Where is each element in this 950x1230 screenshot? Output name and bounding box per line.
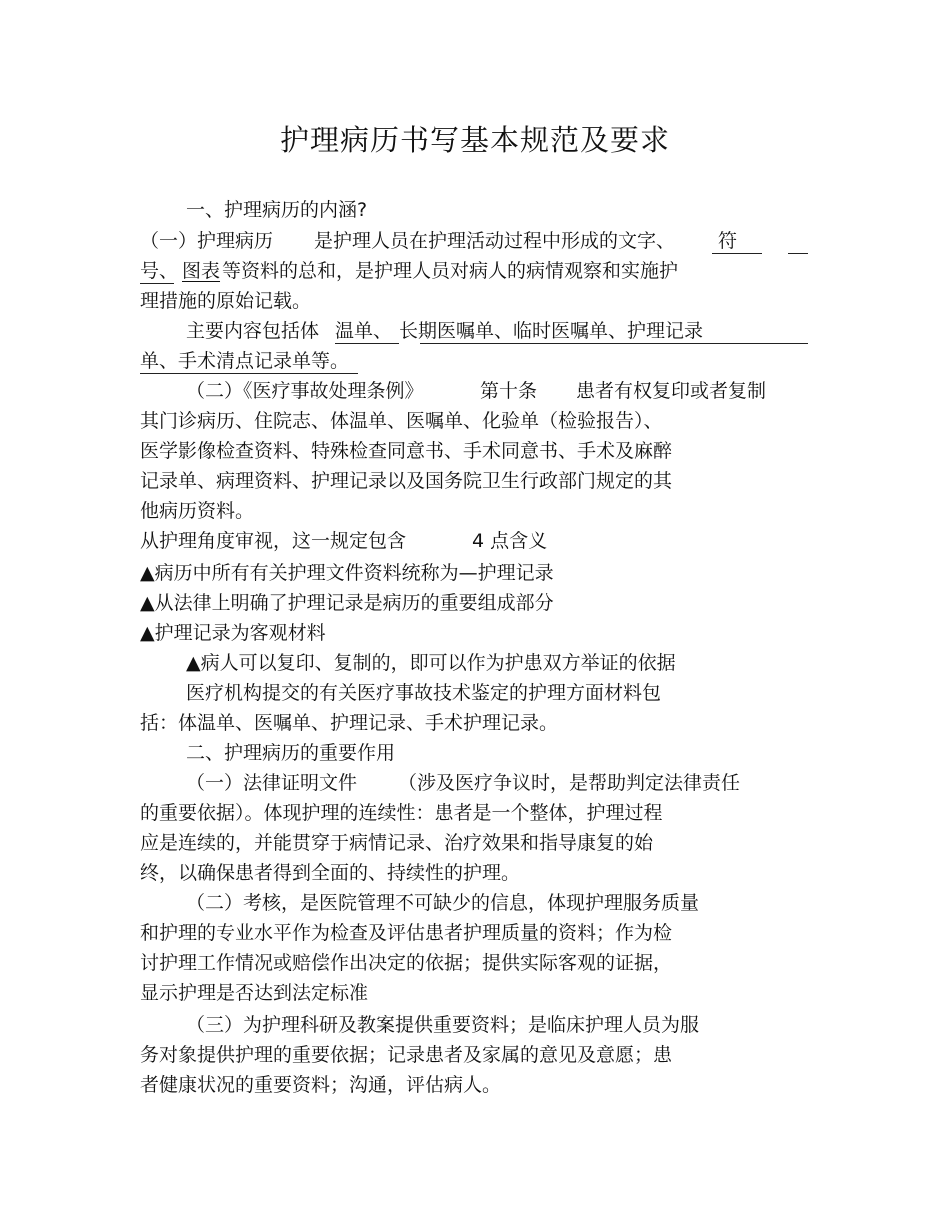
- paragraph-line: 其门诊病历、住院志、体温单、医嘱单、化验单（检验报告）、: [140, 410, 663, 432]
- paragraph-line: 主要内容包括体: [186, 320, 320, 342]
- paragraph-line: （二）考核，是医院管理不可缺少的信息，体现护理服务质量: [186, 892, 700, 914]
- paragraph-line: 患者有权复印或者复制: [576, 380, 767, 402]
- paragraph-line: 等资料的总和，是护理人员对病人的病情观察和实施护: [222, 260, 679, 282]
- paragraph-line: 理措施的原始记载。: [140, 290, 312, 312]
- paragraph-line: 终，以确保患者得到全面的、持续性的护理。: [140, 862, 521, 884]
- document-title: 护理病历书写基本规范及要求: [279, 123, 670, 157]
- bullet-item: ▲护理记录为客观材料: [140, 622, 326, 644]
- bullet-item: ▲病人可以复印、复制的，即可以作为护患双方举证的依据: [186, 652, 676, 674]
- underlined-term: 号、: [140, 260, 179, 282]
- bullet-item: ▲从法律上明确了护理记录是病历的重要组成部分: [140, 592, 554, 614]
- underlined-term: 温单、: [335, 320, 393, 342]
- section-heading: 一、护理病历的内涵?: [186, 199, 368, 221]
- underline-rule: [140, 373, 358, 374]
- underlined-term: 符: [718, 230, 738, 252]
- paragraph-line: （一）护理病历: [140, 230, 274, 252]
- paragraph-line: 和护理的专业水平作为检查及评估患者护理质量的资料；作为检: [140, 922, 673, 944]
- section-heading: 二、护理病历的重要作用: [186, 742, 396, 764]
- underline-rule: [335, 343, 399, 344]
- underline-rule: [788, 253, 808, 254]
- underline-rule: [712, 253, 762, 254]
- paragraph-line: （一）法律证明文件: [186, 772, 358, 794]
- paragraph-line: 医学影像检查资料、特殊检查同意书、手术同意书、手术及麻醉: [140, 440, 673, 462]
- paragraph-line: 第十条: [480, 380, 538, 402]
- paragraph-line: 从护理角度审视，这一规定包含: [140, 530, 407, 552]
- underlined-term: 图表: [182, 260, 221, 282]
- paragraph-line: 医疗机构提交的有关医疗事故技术鉴定的护理方面材料包: [186, 682, 662, 704]
- paragraph-line: 显示护理是否达到法定标准: [140, 982, 369, 1004]
- paragraph-line: （三）为护理科研及教案提供重要资料；是临床护理人员为服: [186, 1014, 700, 1036]
- underline-rule: [140, 283, 174, 284]
- underlined-term: 长期医嘱单、临时医嘱单、护理记录: [399, 320, 704, 342]
- paragraph-line: （涉及医疗争议时，是帮助判定法律责任: [398, 772, 741, 794]
- bullet-item: ▲病历中所有有关护理文件资料统称为—护理记录: [140, 562, 554, 584]
- paragraph-line: 4 点含义: [472, 530, 548, 552]
- paragraph-line: 记录单、病理资料、护理记录以及国务院卫生行政部门规定的其: [140, 470, 673, 492]
- underlined-term: 单、手术清点记录单等。: [140, 350, 350, 372]
- paragraph-line: 者健康状况的重要资料；沟通，评估病人。: [140, 1074, 502, 1096]
- paragraph-line: 应是连续的，并能贯穿于病情记录、治疗效果和指导康复的始: [140, 832, 654, 854]
- paragraph-line: 讨护理工作情况或赔偿作出决定的依据；提供实际客观的证据，: [140, 952, 673, 974]
- paragraph-line: 他病历资料。: [140, 500, 255, 522]
- paragraph-line: （二）《医疗事故处理条例》: [186, 380, 424, 402]
- paragraph-line: 的重要依据）。体现护理的连续性：患者是一个整体，护理过程: [140, 802, 663, 824]
- paragraph-line: 括：体温单、医嘱单、护理记录、手术护理记录。: [140, 712, 559, 734]
- underline-rule: [420, 343, 808, 344]
- paragraph-line: 务对象提供护理的重要依据；记录患者及家属的意见及意愿；患: [140, 1044, 673, 1066]
- paragraph-line: 是护理人员在护理活动过程中形成的文字、: [314, 230, 676, 252]
